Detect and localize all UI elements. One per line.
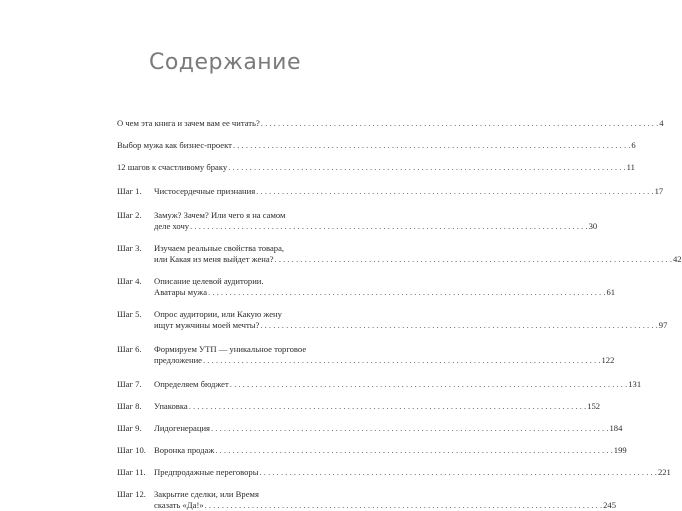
toc-entry-title: сказать «Да!» — [154, 500, 204, 510]
toc-entry-title: Описание целевой аудитории. — [154, 276, 264, 286]
toc-entry-title: Предпродажные переговоры — [154, 467, 259, 477]
toc-entry-body — [154, 445, 627, 456]
toc-entry-title: Опрос аудитории, или Какую жену — [154, 309, 282, 319]
toc-entry-title: Воронка продаж — [154, 445, 215, 455]
toc-entry-line — [154, 210, 597, 221]
toc-entry-title: Чистосердечные признания — [154, 186, 256, 196]
toc-page-number: 30 — [588, 221, 598, 231]
toc-page-number: 152 — [587, 401, 601, 411]
toc-page-number: 245 — [603, 500, 616, 510]
toc-step-entry — [117, 276, 616, 298]
toc-step-entry — [117, 243, 682, 265]
toc-entry-title: Замуж? Зачем? Или чего я на самом — [154, 210, 286, 220]
toc-entry-line — [154, 287, 615, 298]
table-of-contents — [117, 118, 682, 511]
toc-page-number: 131 — [628, 379, 642, 389]
toc-page-number: 42 — [672, 254, 682, 264]
toc-step-number: Шаг 4. — [117, 276, 142, 286]
toc-page-number: 61 — [606, 287, 616, 297]
toc-step-number: Шаг 2. — [117, 210, 142, 220]
toc-entry-body — [154, 243, 682, 265]
toc-page-number: 11 — [626, 162, 635, 172]
toc-page-number: 199 — [613, 445, 627, 455]
toc-entry-body — [117, 118, 664, 129]
toc-entry-title: Закрытие сделки, или Время — [154, 489, 259, 499]
toc-entry — [117, 140, 636, 151]
toc-dot-leader — [190, 221, 587, 232]
toc-entry-title: Выбор мужа как бизнес-проект — [117, 140, 232, 150]
toc-entry-body — [117, 140, 636, 151]
toc-step-number: Шаг 10. — [117, 445, 146, 455]
toc-dot-leader — [215, 445, 612, 456]
toc-entry-title: предложение — [154, 355, 202, 365]
toc-entry-title: или Какая из меня выйдет жена? — [154, 254, 274, 264]
toc-entry-line — [154, 221, 597, 232]
toc-entry-line — [154, 401, 600, 412]
toc-entry-line — [117, 118, 664, 129]
toc-entry-body — [154, 423, 622, 434]
toc-step-entry — [117, 401, 601, 412]
toc-entry-title: О чем эта книга и зачем вам ее читать? — [117, 118, 260, 128]
toc-entry-line — [154, 467, 671, 478]
toc-entry-line — [154, 379, 641, 390]
toc-dot-leader — [230, 379, 627, 390]
toc-entry-body — [154, 309, 667, 331]
toc-dot-leader — [205, 500, 602, 511]
toc-page-number: 184 — [609, 423, 623, 433]
toc-dot-leader — [203, 355, 600, 366]
toc-entry-body — [154, 344, 614, 366]
toc-step-entry — [117, 210, 598, 232]
toc-entry-title: ищут мужчины моей мечты? — [154, 320, 260, 330]
toc-entry-title: Упаковка — [154, 401, 188, 411]
toc-entry-body — [117, 162, 635, 173]
toc-entry-line — [154, 489, 616, 500]
toc-entry-title: деле хочу — [154, 221, 190, 231]
toc-step-entry — [117, 186, 664, 197]
toc-step-entry — [117, 467, 671, 478]
toc-entry-body — [154, 210, 597, 232]
toc-step-number: Шаг 8. — [117, 401, 142, 411]
toc-entry-line — [117, 140, 636, 151]
toc-dot-leader — [208, 287, 605, 298]
toc-entry-title: Определяем бюджет — [154, 379, 229, 389]
toc-step-number: Шаг 1. — [117, 186, 142, 196]
toc-step-entry — [117, 423, 623, 434]
toc-page-number: 6 — [631, 140, 636, 150]
toc-entry-body — [154, 467, 671, 478]
toc-entry-line — [154, 276, 615, 287]
toc-entry-line — [154, 500, 616, 511]
toc-entry-body — [154, 401, 600, 412]
toc-dot-leader — [260, 320, 657, 331]
toc-entry-line — [154, 320, 667, 331]
toc-entry-title: Лидогенерация — [154, 423, 210, 433]
toc-step-number: Шаг 5. — [117, 309, 142, 319]
toc-step-entry — [117, 379, 642, 390]
toc-dot-leader — [189, 401, 586, 412]
toc-step-entry — [117, 309, 668, 331]
toc-page-number: 4 — [659, 118, 664, 128]
toc-entry-line — [154, 309, 667, 320]
toc-dot-leader — [228, 162, 625, 173]
toc-entry-line — [154, 243, 682, 254]
toc-step-entry — [117, 489, 616, 511]
toc-step-entry — [117, 445, 627, 456]
toc-step-number: Шаг 3. — [117, 243, 142, 253]
toc-step-number: Шаг 6. — [117, 344, 142, 354]
toc-entry-body — [154, 379, 641, 390]
toc-entry — [117, 118, 664, 129]
toc-step-number: Шаг 12. — [117, 489, 146, 499]
toc-dot-leader — [256, 186, 653, 197]
toc-page-number: 221 — [657, 467, 671, 477]
toc-entry-body — [154, 276, 615, 298]
toc-entry-title: Изучаем реальные свойства товара, — [154, 243, 285, 253]
toc-dot-leader — [233, 140, 630, 151]
toc-entry-line — [154, 186, 663, 197]
toc-page-number: 97 — [658, 320, 668, 330]
toc-dot-leader — [261, 118, 658, 129]
toc-entry-line — [154, 423, 622, 434]
toc-dot-leader — [259, 467, 656, 478]
toc-entry-line — [154, 254, 682, 265]
toc-entry-title: Формируем УТП — уникальное торговое — [154, 344, 307, 354]
toc-entry — [117, 162, 635, 173]
toc-entry-title: Аватары мужа — [154, 287, 208, 297]
toc-page-number: 122 — [601, 355, 615, 365]
toc-entry-body — [154, 186, 663, 197]
toc-entry-line — [154, 445, 627, 456]
toc-step-number: Шаг 9. — [117, 423, 142, 433]
toc-step-number: Шаг 7. — [117, 379, 142, 389]
page-title: Содержание — [148, 50, 302, 75]
toc-entry-title: 12 шагов к счастливому браку — [117, 162, 228, 172]
toc-dot-leader — [275, 254, 672, 265]
toc-step-entry — [117, 344, 615, 366]
toc-entry-line — [154, 355, 614, 366]
toc-entry-body — [154, 489, 616, 511]
toc-page-number: 17 — [654, 186, 664, 196]
toc-step-number: Шаг 11. — [117, 467, 146, 477]
toc-entry-line — [154, 344, 614, 355]
toc-dot-leader — [211, 423, 608, 434]
toc-entry-line — [117, 162, 635, 173]
